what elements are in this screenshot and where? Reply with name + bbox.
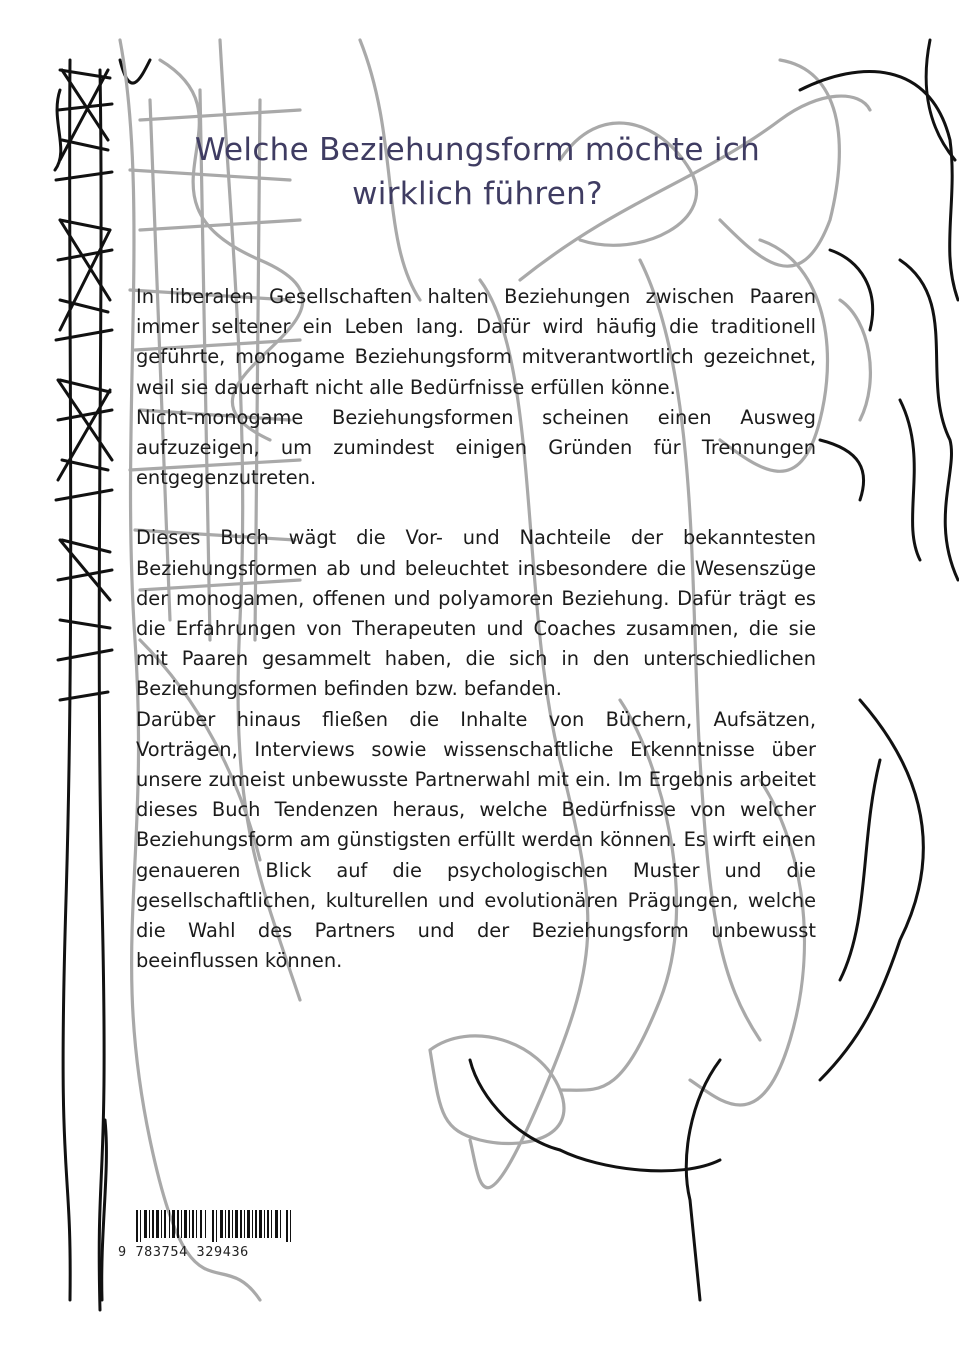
isbn-number: 9 783754 329436	[118, 1244, 249, 1260]
barcode-icon	[136, 1210, 296, 1242]
blurb-paragraph: In liberalen Gesellschaften halten Beziehungen zwischen Paaren immer seltener ein Leben lang. Dafür wird häufig die traditionell geführte, monogame Beziehungsform mitverantwortlich gezeichnet, weil sie dauerhaft nicht alle Bedürfnisse erfüllen könne.	[136, 285, 816, 399]
title-line-2: wirklich führen?	[352, 176, 603, 212]
blurb-paragraph: Nicht-monogame Beziehungsformen scheinen einen Ausweg aufzuzeigen, um zumindest einigen Gründen für Trennungen entgegenzutreten.	[136, 405, 816, 490]
blurb-paragraph: Darüber hinaus fließen die Inhalte von Büchern, Aufsätzen, Vorträgen, Interviews sowie wissenschaftliche Erkenntnisse über unsere zumeist unbewusste Partnerwahl mit ein. Im Ergebnis arbeitet dieses Buch Tendenzen heraus, welche Bedürfnisse von welcher Beziehungsform am günstigsten erfüllt werden können. Es wirft einen genaueren Blick auf die psychologischen Muster und die gesellschaftlichen, kulturellen und evolutionären Prägungen, welche die Wahl des Partners und der Beziehungsform unbewusst beeinflussen können.	[136, 707, 816, 973]
title-line-1: Welche Beziehungsform möchte ich	[194, 132, 761, 168]
blurb-paragraph: Dieses Buch wägt die Vor- und Nachteile der bekanntesten Beziehungsformen ab und beleuchtet insbesondere die Wesenszüge der monogamen, offenen und polyamoren Beziehung. Dafür trägt es die Erfahrungen von Therapeuten und Coaches zusammen, die sie mit Paaren gesammelt haben, die sich in den unterschiedlichen Beziehungsformen befinden bzw. befanden.	[136, 526, 816, 701]
page-title	[150, 128, 805, 216]
isbn-barcode	[118, 1210, 298, 1272]
blurb	[136, 282, 816, 976]
